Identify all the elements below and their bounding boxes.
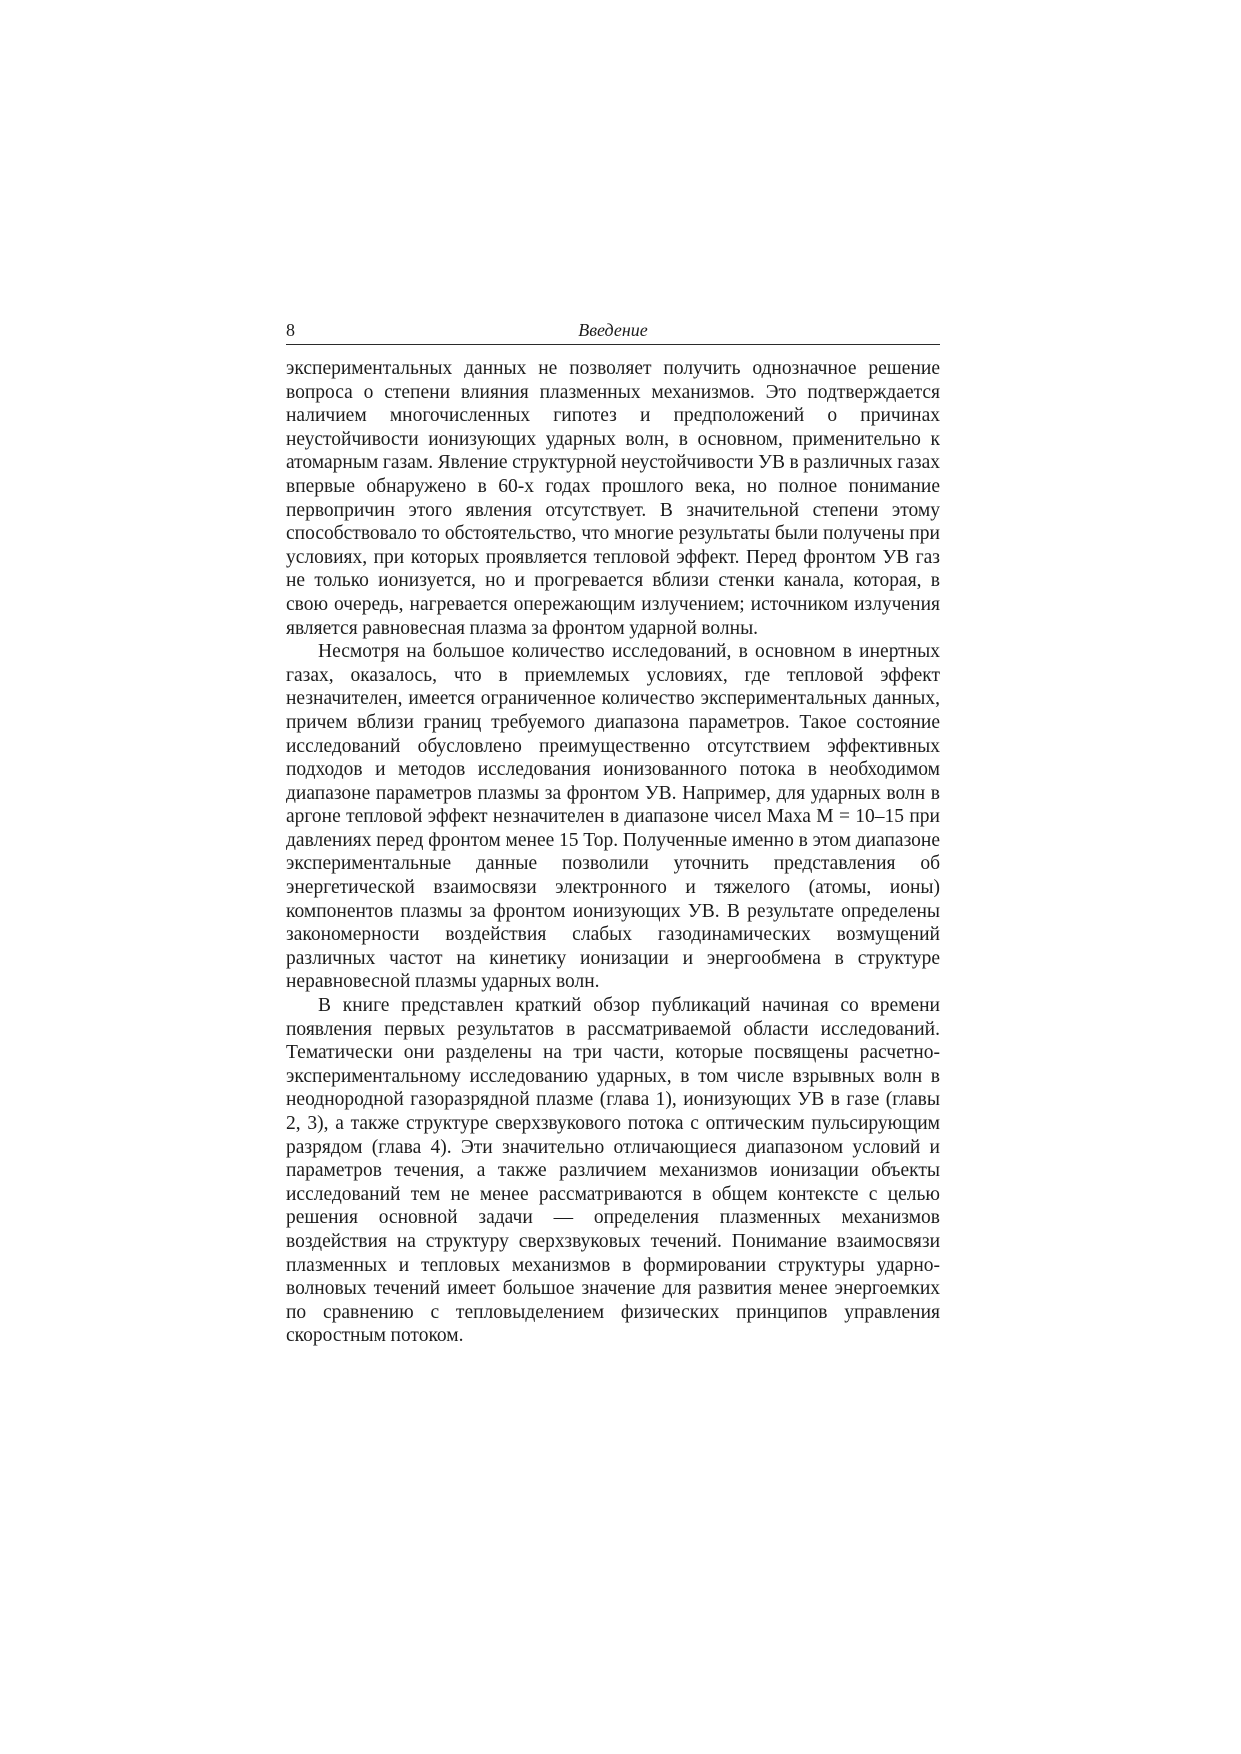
paragraph: Несмотря на большое количество исследований, в основном в инертных газах, оказалось, что в приемлемых условиях, где тепловой эффект незначителен, имеется ограниченное количество экспериментальных данных, причем вблизи границ требуемого диапазона параметров. Такое состояние исследований обусловлено преимущественно отсутствием эффективных подходов и методов исследования ионизованного потока в необходимом диапазоне параметров плазмы за фронтом УВ. Например, для ударных волн в аргоне тепловой эффект незначителен в диапазоне чисел Маха M = 10–15 при давлениях перед фронтом менее 15 Тор. Полученные именно в этом диапазоне экспериментальные данные позволили уточнить представления об энергетической взаимосвязи электронного и тяжелого (атомы, ионы) компонентов плазмы за фронтом ионизующих УВ. В результате определены закономерности воздействия слабых газодинамических возмущений различных частот на кинетику ионизации и энергообмена в структуре неравновесной плазмы ударных волн.	[286, 641, 940, 993]
paragraph-continuation: экспериментальных данных не позволяет получить однозначное решение вопроса о степени влияния плазменных механизмов. Это подтверждается наличием многочисленных гипотез и предположений о причинах неустойчивости ионизующих ударных волн, в основном, применительно к атомарным газам. Явление структурной неустойчивости УВ в различных газах впервые обнаружено в 60-х годах прошлого века, но полное понимание первопричин этого явления отсутствует. В значительной степени этому способствовало то обстоятельство, что многие результаты были получены при условиях, при которых проявляется тепловой эффект. Перед фронтом УВ газ не только ионизуется, но и прогревается вблизи стенки канала, которая, в свою очередь, нагревается опережающим излучением; источником излучения является равновесная плазма за фронтом ударной волны.	[286, 358, 941, 639]
paragraph: В книге представлен краткий обзор публикаций начиная со времени появления первых результатов в рассматриваемой области исследований. Тематически они разделены на три части, которые посвящены расчетно-экспериментальному исследованию ударных, в том числе взрывных волн в неоднородной газоразрядной плазме (глава 1), ионизующих УВ в газе (главы 2, 3), а также структуре сверхзвукового потока с оптическим пульсирующим разрядом (глава 4). Эти значительно отличающиеся диапазоном условий и параметров течения, а также различием механизмов ионизации объекты исследований тем не менее рассматриваются в общем контексте с целью решения основной задачи — определения плазменных механизмов воздействия на структуру сверхзвуковых течений. Понимание взаимосвязи плазменных и тепловых механизмов в формировании структуры ударно-волновых течений имеет большое значение для развития менее энергоемких по сравнению с тепловыделением физических принципов управления скоростным потоком.	[286, 995, 940, 1347]
section-title: Введение	[578, 320, 648, 340]
body-text	[286, 357, 940, 1348]
book-page	[286, 318, 940, 1348]
running-header	[286, 318, 940, 345]
page-number: 8	[286, 320, 295, 340]
